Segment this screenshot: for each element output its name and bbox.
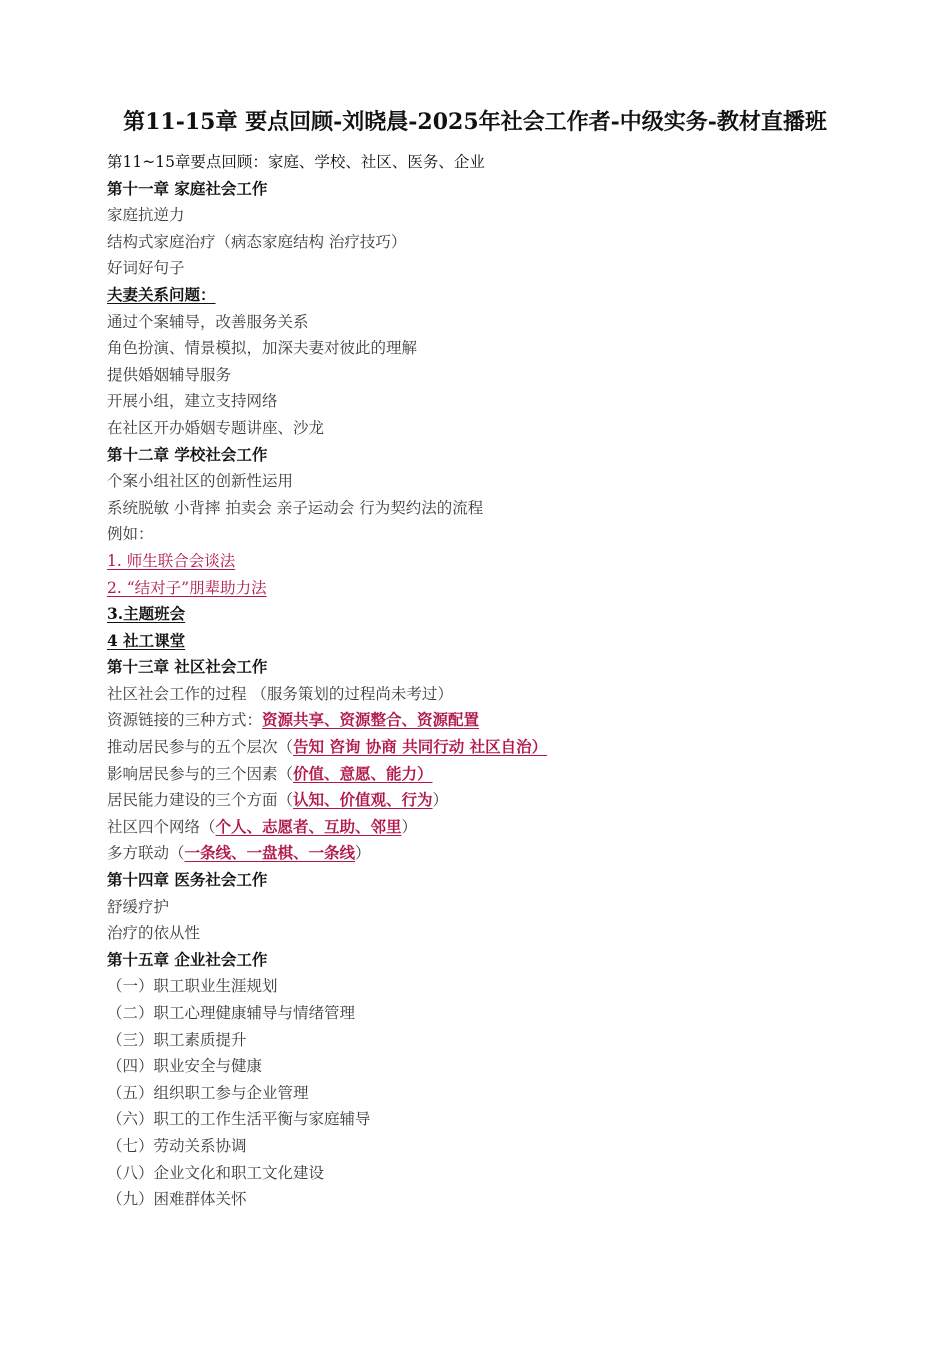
ch13-line-5-text: 居民能力建设的三个方面（ xyxy=(107,791,294,810)
ch13-line-7 xyxy=(107,840,907,867)
ch11-marriage-heading: 夫妻关系问题： xyxy=(107,284,216,304)
ch13-line-7-text: 多方联动（ xyxy=(107,844,185,863)
ch13-line-5-close: ） xyxy=(432,791,449,810)
ch12-example-1: 1. 师生联合会谈法 xyxy=(107,551,236,570)
ch13-line-6-text: 社区四个网络（ xyxy=(107,817,216,836)
ch11-line-2: 结构式家庭治疗（病态家庭结构 治疗技巧） xyxy=(107,232,407,251)
ch11-line-3: 好词好句子 xyxy=(107,259,185,278)
ch13-line-4 xyxy=(107,761,907,788)
ch13-line-7-close: ） xyxy=(355,844,371,863)
ch14-line-2: 治疗的依从性 xyxy=(107,924,201,943)
chapter-13-heading: 第十三章 社区社会工作 xyxy=(107,657,268,677)
ch15-item: （七）劳动关系协调 xyxy=(107,1136,247,1155)
ch13-line-3-text: 推动居民参与的五个层次（ xyxy=(107,738,294,757)
ch15-item: （二）职工心理健康辅导与情绪管理 xyxy=(107,1004,356,1022)
document-title: 第11-15章 要点回顾-刘晓晨-2025年社会工作者-中级实务-教材直播班 xyxy=(123,109,827,135)
ch13-participation-levels: 告知 咨询 协商 共同行动 社区自治） xyxy=(293,737,548,757)
ch15-item: （三）职工素质提升 xyxy=(107,1030,247,1049)
chapter-11-heading: 第十一章 家庭社会工作 xyxy=(107,178,268,198)
chapter-14-heading: 第十四章 医务社会工作 xyxy=(107,870,268,890)
ch13-line-2 xyxy=(107,707,907,734)
chapter-12-heading: 第十二章 学校社会工作 xyxy=(107,444,268,464)
ch13-capacity-aspects: 认知、价值观、行为 xyxy=(293,790,433,810)
ch12-example-2: 2. “结对子”朋辈助力法 xyxy=(107,578,267,597)
ch14-line-1: 舒缓疗护 xyxy=(107,897,170,916)
document-body xyxy=(107,149,907,1213)
ch12-line-3: 例如： xyxy=(107,525,154,544)
ch13-line-2-text: 资源链接的三种方式： xyxy=(107,711,263,730)
ch15-item: （六）职工的工作生活平衡与家庭辅导 xyxy=(107,1110,371,1129)
ch13-line-1: 社区社会工作的过程 （服务策划的过程尚未考过） xyxy=(107,684,453,703)
ch15-item: （四）职业安全与健康 xyxy=(107,1057,263,1076)
ch13-line-6-close: ） xyxy=(401,817,418,836)
ch13-participation-factors: 价值、意愿、能力） xyxy=(293,763,433,783)
ch13-four-networks: 个人、志愿者、互助、邻里 xyxy=(215,816,402,836)
ch12-example-4: 4 社工课堂 xyxy=(107,630,186,650)
ch13-multi-linkage: 一条线、一盘棋、一条线 xyxy=(184,843,356,863)
ch11-line-7: 提供婚姻辅导服务 xyxy=(107,365,232,384)
ch15-item: （九）困难群体关怀 xyxy=(107,1190,247,1209)
chapter-15-heading: 第十五章 企业社会工作 xyxy=(107,949,268,969)
ch11-line-6: 角色扮演、情景模拟，加深夫妻对彼此的理解 xyxy=(107,339,418,358)
ch13-resource-methods: 资源共享、资源整合、资源配置 xyxy=(262,710,480,730)
ch13-line-3 xyxy=(107,734,907,761)
ch13-line-5 xyxy=(107,787,907,814)
ch13-line-6 xyxy=(107,814,907,841)
ch11-line-5: 通过个案辅导，改善服务关系 xyxy=(107,312,309,331)
ch15-item: （五）组织职工参与企业管理 xyxy=(107,1083,309,1102)
ch11-line-8: 开展小组，建立支持网络 xyxy=(107,392,278,411)
ch12-line-1: 个案小组社区的创新性运用 xyxy=(107,472,294,491)
ch11-line-1: 家庭抗逆力 xyxy=(107,206,185,225)
ch12-example-3: 3.主题班会 xyxy=(107,604,186,624)
ch15-item: （八）企业文化和职工文化建设 xyxy=(107,1163,325,1182)
ch11-line-9: 在社区开办婚姻专题讲座、沙龙 xyxy=(107,418,325,437)
intro-line: 第11~15章要点回顾：家庭、学校、社区、医务、企业 xyxy=(107,153,485,171)
ch12-line-2: 系统脱敏 小背摔 拍卖会 亲子运动会 行为契约法的流程 xyxy=(107,498,484,517)
ch13-line-4-text: 影响居民参与的三个因素（ xyxy=(107,764,294,783)
ch15-item: （一）职工职业生涯规划 xyxy=(107,977,278,996)
